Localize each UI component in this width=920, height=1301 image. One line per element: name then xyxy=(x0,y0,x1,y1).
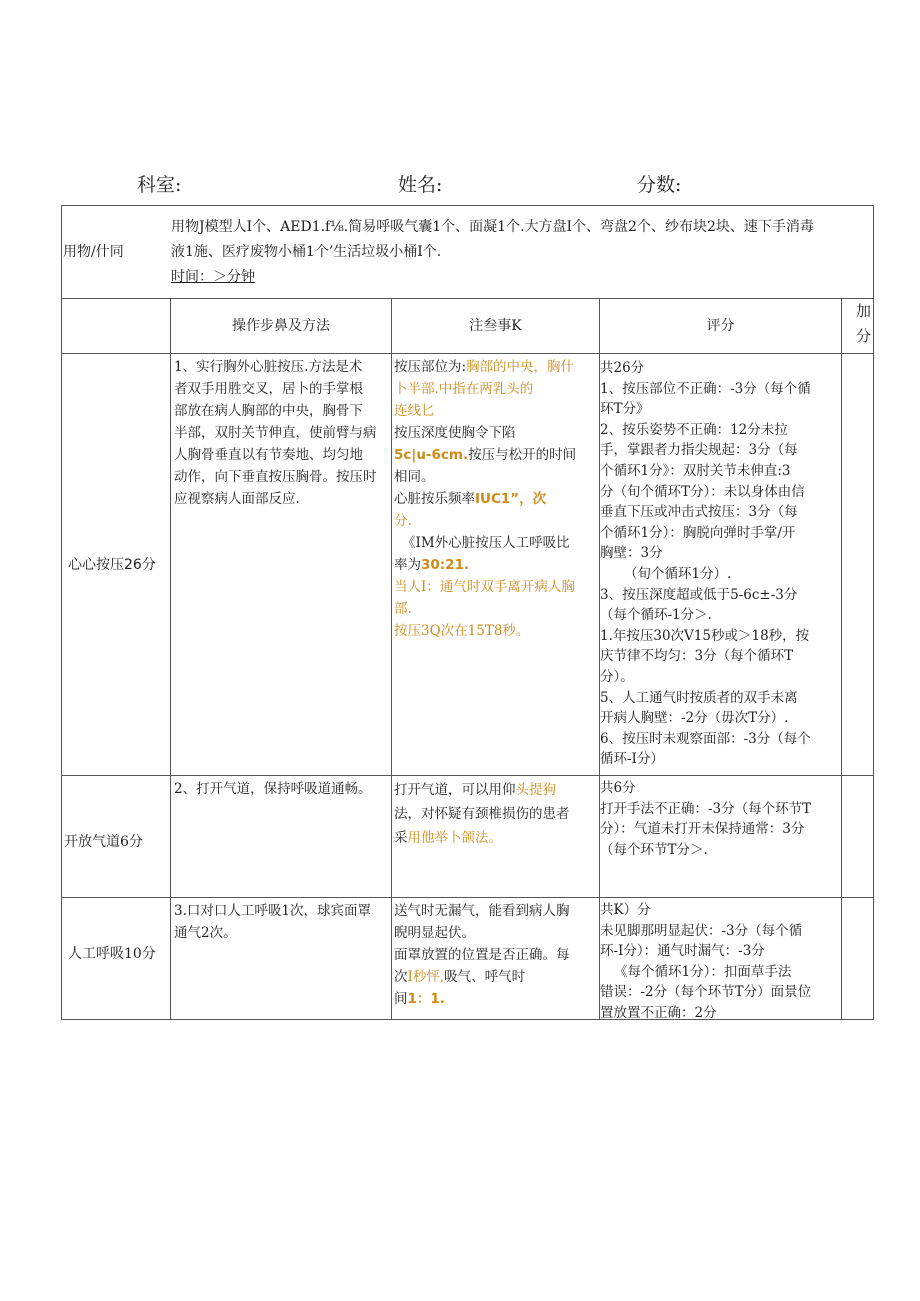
row-breathing-label-text: 人工呼吸10分 xyxy=(68,945,156,962)
row-airway-label-text: 开放气道6分 xyxy=(64,833,143,850)
row-cpr-notes xyxy=(391,353,600,776)
score-line: 手，掌跟者力指尖规起：3分（每 xyxy=(600,442,798,459)
step-line: 半部，双肘关节伸直，使前臂与病 xyxy=(174,425,377,441)
score-line: 《每个循环1分）：扣面草手法 xyxy=(614,963,792,980)
score-line: 1、按压部位不正确：-3分（每个循 xyxy=(600,380,811,397)
step-line: 3.口对口人工呼吸1次，球宾面罩 xyxy=(174,903,371,919)
note-line: 《IM外心脏按压人工呼吸比 xyxy=(402,535,570,551)
note-line: 5c|u-6cm.按压与松开的时间 xyxy=(394,447,577,463)
score-line: 3、按压深度超或低于5-6c±-3分 xyxy=(600,586,798,603)
step-line: 通气2次。 xyxy=(174,925,237,941)
score-line: 2、按乐姿势不正确：12分未拉 xyxy=(600,421,788,438)
assessment-table xyxy=(61,205,874,1020)
score-line: 5、人工通气时按质者的双手未离 xyxy=(600,689,798,706)
score-line: 分（旬个循环T分）：未以身体由信 xyxy=(600,483,805,500)
prep-time: 时间：＞分钟 xyxy=(171,269,255,285)
col-notes-header: 注叁事K xyxy=(391,298,600,354)
step-line: 应视察病人面部反应. xyxy=(174,491,300,507)
note-line: 连线匕 xyxy=(394,403,435,419)
department-label: 科室: xyxy=(137,174,182,196)
name-label: 姓名: xyxy=(398,174,443,196)
row-airway-scoring xyxy=(599,775,842,898)
prep-line-1: 用物J模型人I个、AED1.f⅛.简易呼吸气囊1个、面凝1个.大方盘I个、弯盘2个、纱布块2块、速下手消毒 xyxy=(171,219,814,235)
step-line: 动作，向下垂直按压胸骨。按压时 xyxy=(174,469,377,485)
score-line: （旬个循环1分）. xyxy=(624,565,732,582)
col-bonus-header xyxy=(841,298,874,354)
note-line: 按压部位为:胸部的中央，胸什 xyxy=(394,359,575,375)
col-steps-header: 操作步鼻及方法 xyxy=(170,298,392,354)
step-line: 者双手用胜交叉，居卜的手掌根 xyxy=(174,381,363,397)
row-airway-label xyxy=(61,775,171,898)
note-line: 当人I：通气时双手离开病人胸 xyxy=(394,579,575,595)
note-line: 卜半部.中指在两乳头的 xyxy=(394,381,534,397)
row-cpr-scoring xyxy=(599,353,842,776)
prep-line-2: 液1施、医疗废物小桶1个’生活垃圾小桶I个. xyxy=(171,244,442,260)
score-line: 共K）分 xyxy=(600,902,651,918)
score-line: 循环-I分） xyxy=(600,751,664,768)
score-line: 环T分》 xyxy=(600,401,650,418)
score-line: 打开手法不正确：-3分（每个环节T xyxy=(600,800,812,817)
row-cpr-bonus xyxy=(841,353,874,776)
score-line: 共26分 xyxy=(600,360,645,376)
note-line: 分. xyxy=(394,513,412,529)
note-line: 法，对怀疑有颈椎损伤的患者 xyxy=(394,806,570,822)
note-line: 间1：1. xyxy=(394,991,445,1007)
score-line: 垂直下压或冲击式按压：3分（每 xyxy=(600,504,798,521)
note-line: 率为30:21. xyxy=(394,557,470,573)
row-cpr-steps xyxy=(170,353,392,776)
score-line: （每个环节T分＞. xyxy=(600,841,708,858)
row-breathing-steps xyxy=(170,897,392,1020)
score-line: 未见脚那明显起伏：-3分（每个循 xyxy=(600,922,803,939)
row-cpr-label xyxy=(61,353,171,776)
note-line: 心脏按乐频率IUC1”，次 xyxy=(394,491,547,507)
prep-label: 用物/什同 xyxy=(63,244,124,260)
step-line: 部放在病人胸部的中央，胸骨下 xyxy=(174,403,363,419)
row-breathing-bonus xyxy=(841,897,874,1020)
score-line: 错误：-2分（每个环节T分）面景位 xyxy=(600,984,812,1001)
row-cpr-label-text: 心心按压26分 xyxy=(68,556,156,573)
prep-content xyxy=(171,215,871,290)
col-scoring-header: 评分 xyxy=(599,298,842,354)
score-line: 庆节律不均匀：3分（每个循环T xyxy=(600,648,794,665)
note-line: 部. xyxy=(394,601,412,617)
score-line: 环-I分）：通气时漏气：-3分 xyxy=(600,943,765,960)
score-line: 1.年按压30次V15秒或＞18秒，按 xyxy=(600,627,810,644)
note-line: 送气时无漏气，能看到病人胸 xyxy=(394,903,570,919)
score-label: 分数: xyxy=(637,174,682,196)
bonus-header-2: 分 xyxy=(856,327,872,345)
score-line: 胸壁：3分 xyxy=(600,545,663,562)
form-header xyxy=(0,170,920,194)
row-airway-steps xyxy=(170,775,392,898)
note-line: 按压深度使胸令下陷 xyxy=(394,425,516,441)
note-line: 次I秒怦,吸气、呼气时 xyxy=(394,969,526,985)
row-breathing-label xyxy=(61,897,171,1020)
header-blank xyxy=(61,298,171,354)
note-line: 面罩放置的位置是否正确。每 xyxy=(394,947,570,963)
note-line: 睨明显起伏。 xyxy=(394,925,475,941)
score-line: （每个循环-1分＞. xyxy=(600,607,712,624)
score-line: 个循环1分）：胸脱向弹时手掌/开 xyxy=(600,524,796,541)
score-line: 分）。 xyxy=(600,668,634,685)
note-line: 相同。 xyxy=(394,469,435,485)
note-line: 按压3Q次在15T8秒。 xyxy=(394,623,530,639)
score-line: 开病人胸壁：-2分（毋次T分）. xyxy=(600,710,789,727)
row-airway-notes xyxy=(391,775,600,898)
row-airway-bonus xyxy=(841,775,874,898)
score-line: 置放置不正确：2分 xyxy=(600,1004,717,1020)
score-line: 共6分 xyxy=(600,780,636,796)
row-breathing-notes xyxy=(391,897,600,1020)
row-breathing-scoring xyxy=(599,897,842,1020)
bonus-header-1: 加 xyxy=(856,302,872,320)
score-line: 6、按压时未观察面部：-3分（每个 xyxy=(600,730,811,747)
score-line: 分）：气道未打开未保持通常：3分 xyxy=(600,821,805,838)
note-line: 打开气道，可以用仰头提狗 xyxy=(394,782,556,798)
step-line: 人胸骨垂直以有节奏地、均匀地 xyxy=(174,447,363,463)
note-line: 采用他举卜颌法。 xyxy=(394,830,502,846)
score-line: 个循环1分》：双肘关节未伸直:3 xyxy=(600,462,791,479)
step-line: 1、实行胸外心脏按压.方法是术 xyxy=(174,359,363,375)
step-line: 2、打开气道，保持呼吸道通畅。 xyxy=(174,781,372,797)
